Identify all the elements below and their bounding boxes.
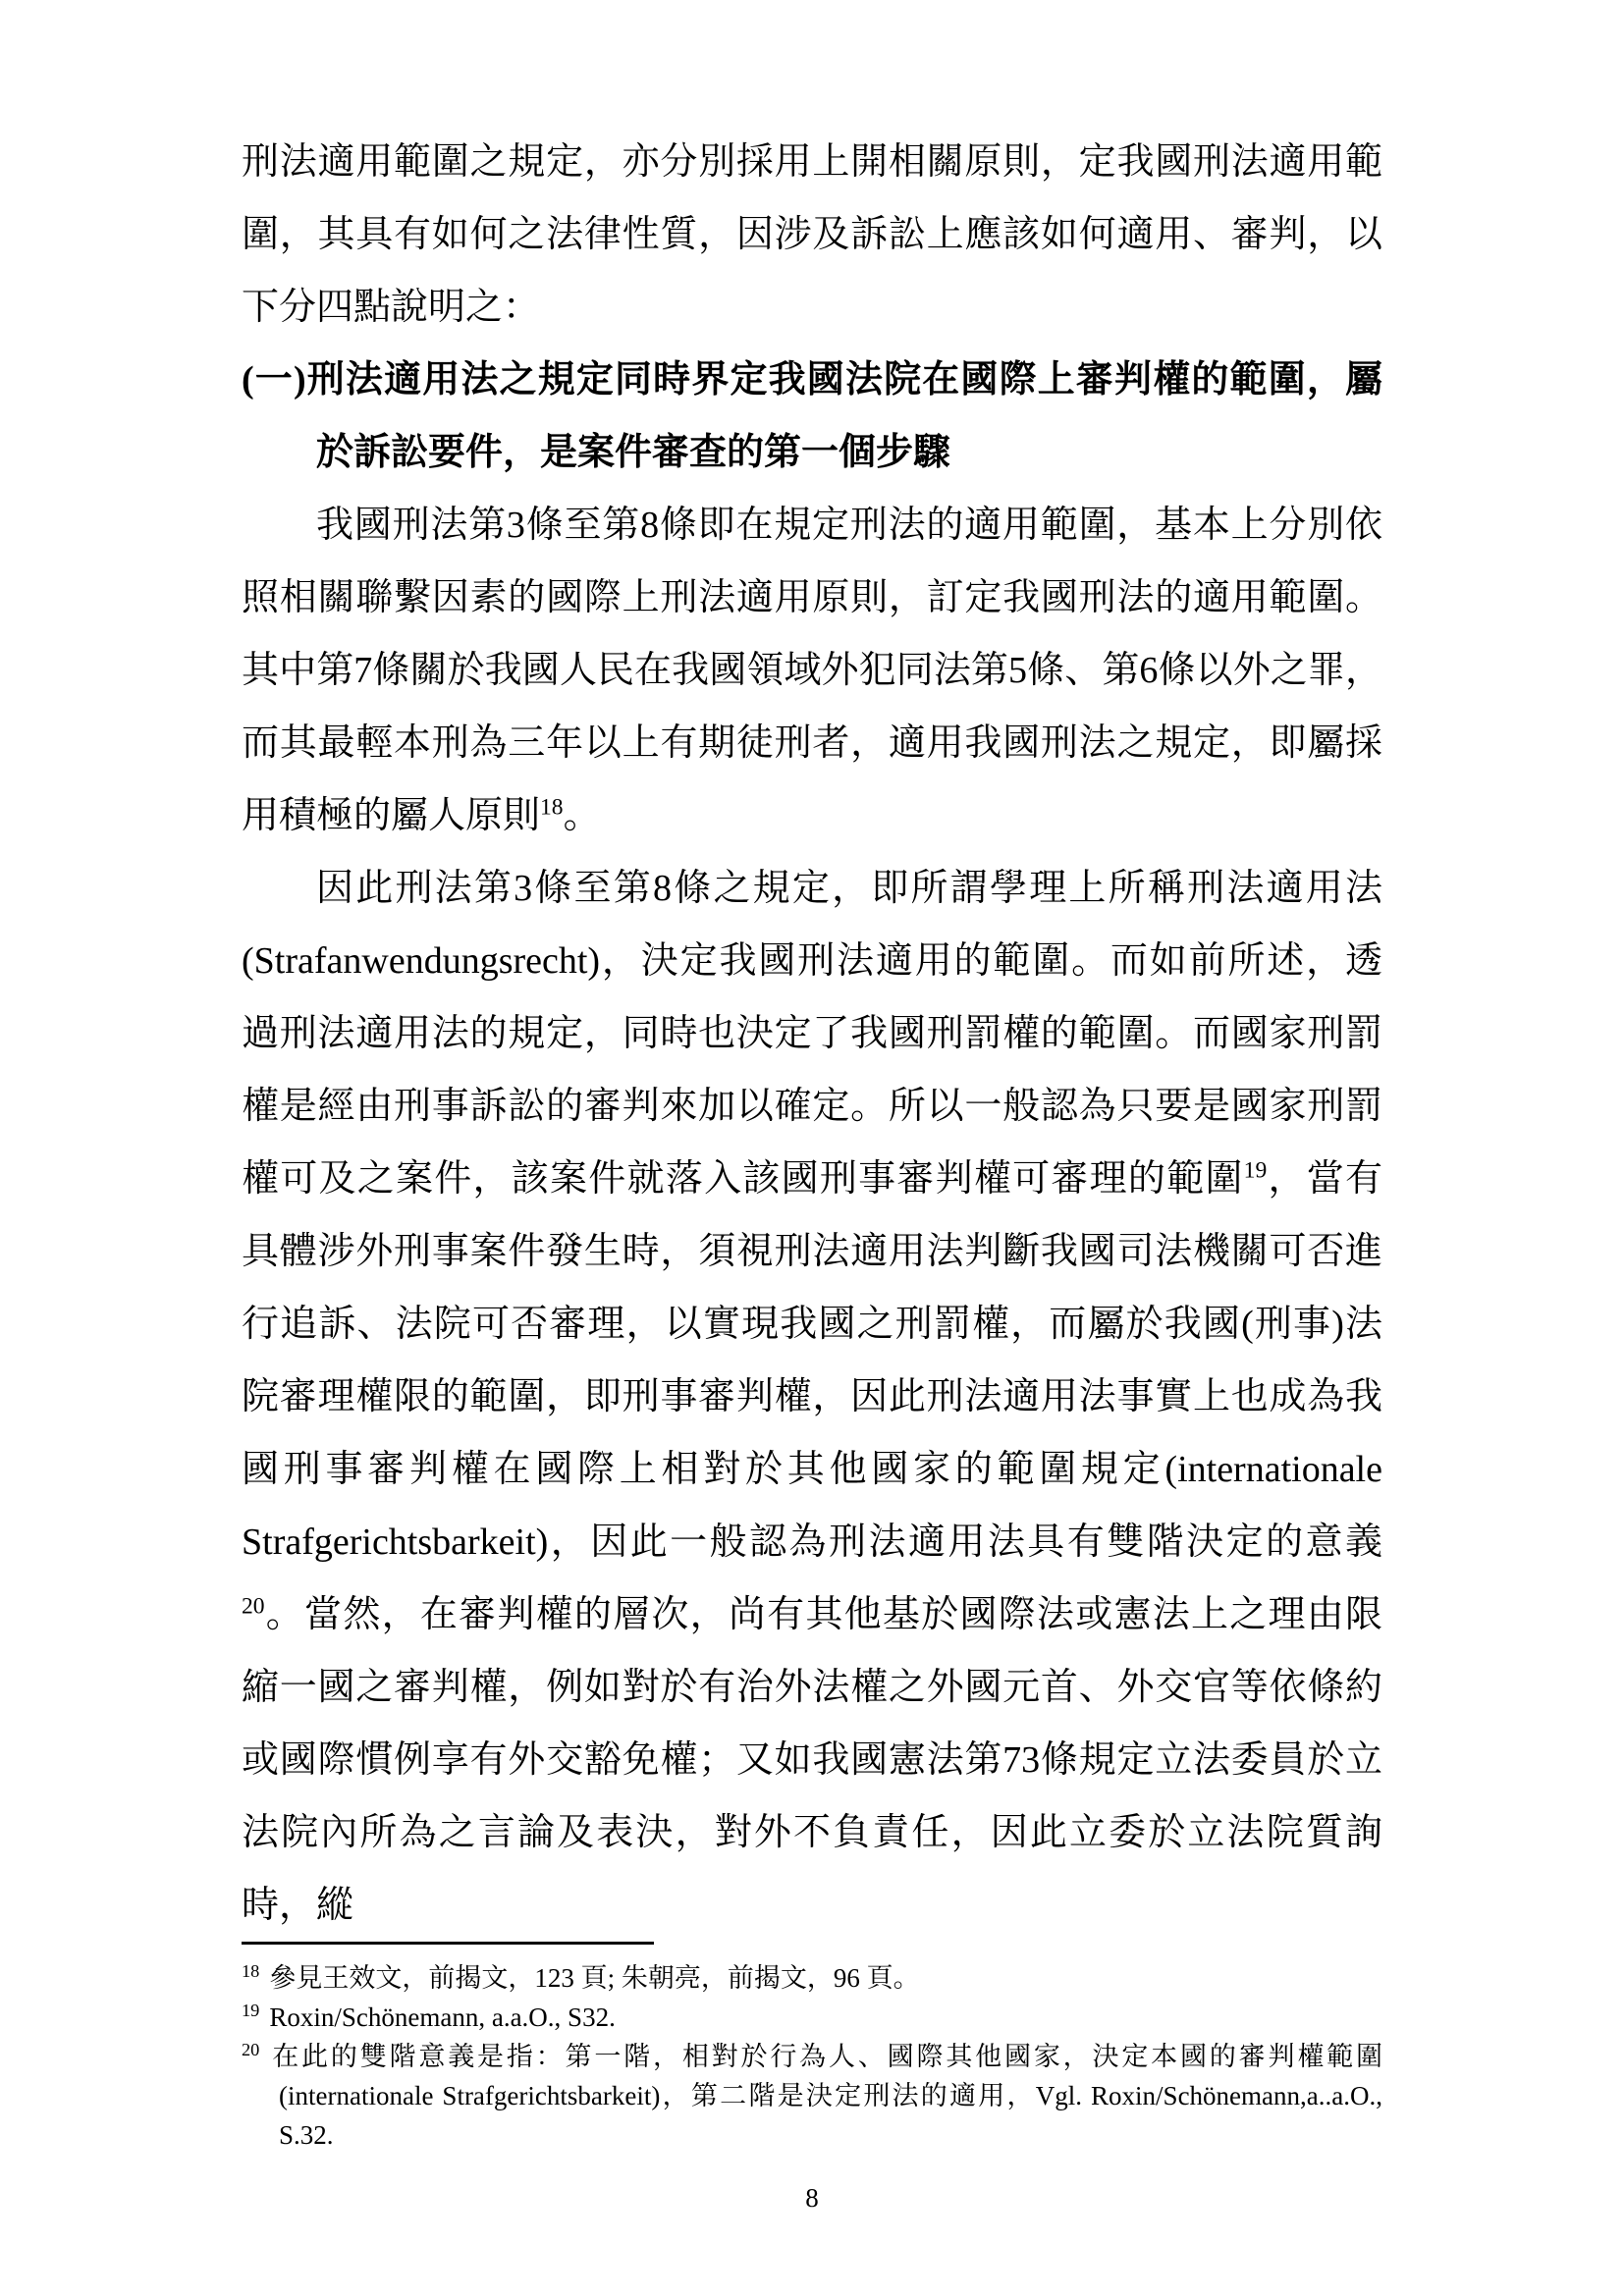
page-number: 8 [805, 2183, 819, 2213]
footnote-text: 參見王效文，前揭文，123 頁; 朱朝亮，前揭文，96 頁。 [269, 1963, 920, 1993]
paragraph-continuation: 刑法適用範圍之規定，亦分別採用上開相關原則，定我國刑法適用範圍，其具有如何之法律性質，因涉及訴訟上應該如何適用、審判，以下分四點說明之： [242, 141, 1382, 328]
paragraph-3 [242, 852, 1382, 1942]
paragraph-text: 因此刑法第3條至第8條之規定，即所謂學理上所稱刑法適用法(Strafanwendungsrecht)，決定我國刑法適用的範圍。而如前所述，透過刑法適用法的規定，同時也決定了我國刑罰權的範圍。而國家刑罰權是經由刑事訴訟的審判來加以確定。所以一般認為只要是國家刑罰權可及之案件，該案件就落入該國刑事審判權可審理的範圍 [242, 868, 1382, 1200]
footnote-area [242, 1942, 1382, 2155]
footnote-18 [242, 1958, 1382, 1998]
paragraph-text: 我國刑法第3條至第8條即在規定刑法的適用範圍，基本上分別依照相關聯繫因素的國際上刑法適用原則，訂定我國刑法的適用範圍。其中第7條關於我國人民在我國領域外犯同法第5條、第6條以外之罪，而其最輕本刑為三年以上有期徒刑者，適用我國刑法之規定，即屬採用積極的屬人原則 [242, 505, 1382, 836]
footnote-text: Roxin/Schönemann, a.a.O., S32. [269, 2002, 616, 2032]
footnote-ref-20: 20 [242, 1593, 265, 1620]
paragraph-2 [242, 489, 1382, 852]
paragraph-text: ，當有具體涉外刑事案件發生時，須視刑法適用法判斷我國司法機關可否進行追訴、法院可否審理，以實現我國之刑罰權，而屬於我國(刑事)法院審理權限的範圍，即刑事審判權，因此刑法適用法事實上也成為我國刑事審判權在國際上相對於其他國家的範圍規定(internationale Strafgerichtsbarkeit)，因此一般認為刑法適用法具有雙階決定的意義 [242, 1158, 1382, 1563]
footnote-text: 在此的雙階意義是指：第一階，相對於行為人、國際其他國家，決定本國的審判權範圍(internationale Strafgerichtsbarkeit)，第二階是決定刑法的適用，Vgl. Roxin/Schönemann,a..a.O., S.32. [269, 2042, 1382, 2150]
section-heading: (一)刑法適用法之規定同時界定我國法院在國際上審判權的範圍，屬於訴訟要件，是案件審查的第一個步驟 [242, 359, 1382, 473]
footnote-ref-18: 18 [540, 794, 564, 821]
footnote-number: 20 [242, 2040, 260, 2059]
footnote-separator [242, 1942, 654, 1945]
paragraph-text: 。當然，在審判權的層次，尚有其他基於國際法或憲法上之理由限縮一國之審判權，例如對於有治外法權之外國元首、外交官等依條約或國際慣例享有外交豁免權；又如我國憲法第73條規定立法委員於立法院內所為之言論及表決，對外不負責任，因此立委於立法院質詢時，縱 [242, 1594, 1382, 1926]
footnote-number: 18 [242, 1961, 260, 1981]
page-footer [242, 2180, 1382, 2216]
footnote-number: 19 [242, 2001, 260, 2020]
footnote-ref-19: 19 [1243, 1157, 1268, 1184]
main-text [242, 126, 1382, 1942]
footnote-20 [242, 2037, 1382, 2155]
paragraph-text: 。 [563, 795, 601, 836]
footnote-19 [242, 1998, 1382, 2037]
